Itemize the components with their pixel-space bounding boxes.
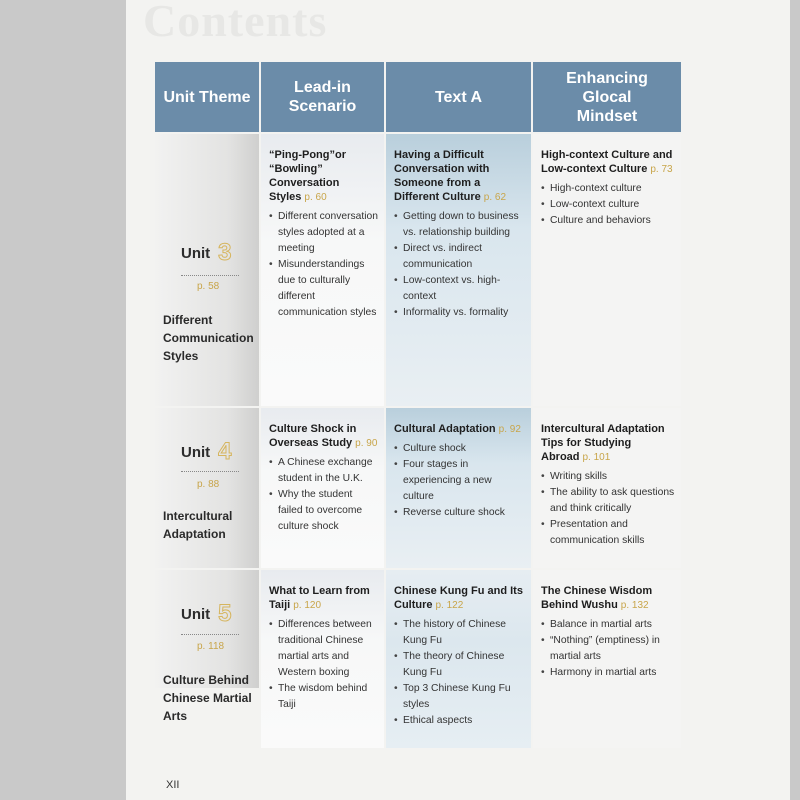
list-item: • Different conversation styles adopted at a meeting: [269, 209, 378, 257]
texta-title: Cultural Adaptation p. 92: [394, 423, 521, 435]
list-item: • Low-context culture: [541, 197, 675, 213]
unit-4-theme: Intercultural Adaptation: [163, 509, 233, 541]
header-text-a: Text A: [386, 62, 531, 132]
list-item: • Direct vs. indirect communication: [394, 241, 525, 273]
unit-5-glocal: [533, 570, 681, 748]
list-item: • A Chinese exchange student in the U.K.: [269, 455, 378, 487]
unit-5-theme: Culture Behind Chinese Martial Arts: [163, 673, 252, 723]
unit-3-page: p. 58: [197, 281, 220, 292]
list-item: • Culture shock: [394, 441, 525, 457]
background-title: Contents: [143, 0, 328, 46]
unit-3-glocal: [533, 134, 681, 406]
list-item: • Ethical aspects: [394, 713, 525, 729]
header-glocal: Enhancing Glocal Mindset: [533, 62, 681, 132]
list-item: • Low-context vs. high-context: [394, 273, 525, 305]
list-item: • Misunderstandings due to culturally different communication styles: [269, 257, 378, 321]
unit-4-leadin: [261, 408, 384, 568]
list-item: • Why the student failed to overcome culture shock: [269, 487, 378, 535]
list-item: • Getting down to business vs. relationship building: [394, 209, 525, 241]
header-unit-theme: Unit Theme: [155, 62, 259, 132]
divider: [181, 275, 239, 276]
unit-5-label: Unit 5: [181, 600, 232, 627]
leadin-title: What to Learn from Taiji p. 120: [269, 585, 370, 611]
list-item: • Balance in martial arts: [541, 617, 675, 633]
unit-5-leadin: [261, 570, 384, 748]
leadin-title: Culture Shock in Overseas Study p. 90: [269, 423, 378, 449]
page-number: XII: [166, 779, 180, 791]
unit-5-cell: [155, 570, 259, 723]
list-item: • Culture and behaviors: [541, 213, 675, 229]
list-item: • The theory of Chinese Kung Fu: [394, 649, 525, 681]
glocal-title: Intercultural Adaptation Tips for Studying Abroad p. 101: [541, 423, 665, 463]
list-item: • Harmony in martial arts: [541, 665, 675, 681]
unit-4-texta: [386, 408, 531, 568]
unit-3-cell: [155, 134, 259, 406]
list-item: • Top 3 Chinese Kung Fu styles: [394, 681, 525, 713]
divider: [181, 634, 239, 635]
unit-3-label: Unit 3: [181, 239, 232, 266]
list-item: • Informality vs. formality: [394, 305, 525, 321]
list-item: • Four stages in experiencing a new culture: [394, 457, 525, 505]
unit-4-label: Unit 4: [181, 438, 232, 465]
list-item: • The ability to ask questions and think critically: [541, 485, 675, 517]
unit-3-theme: Different Communication Styles: [163, 313, 254, 363]
contents-table: [155, 62, 681, 726]
list-item: • The wisdom behind Taiji: [269, 681, 378, 713]
texta-title: Having a Difficult Conversation with Someone from a Different Culture p. 62: [394, 149, 507, 203]
unit-4-cell: [155, 408, 259, 568]
list-item: • Presentation and communication skills: [541, 517, 675, 549]
divider: [181, 471, 239, 472]
list-item: • The history of Chinese Kung Fu: [394, 617, 525, 649]
unit-4-page: p. 88: [197, 479, 220, 490]
list-item: • Writing skills: [541, 469, 675, 485]
texta-title: Chinese Kung Fu and Its Culture p. 122: [394, 585, 523, 611]
leadin-title: “Ping-Pong”or “Bowling” Conversation Styles p. 60: [269, 149, 346, 203]
list-item: • “Nothing” (emptiness) in martial arts: [541, 633, 675, 665]
list-item: • Differences between traditional Chinese martial arts and Western boxing: [269, 617, 378, 681]
glocal-title: High-context Culture and Low-context Culture p. 73: [541, 149, 673, 175]
unit-3-leadin: [261, 134, 384, 406]
list-item: • Reverse culture shock: [394, 505, 525, 521]
unit-4-glocal: [533, 408, 681, 568]
list-item: • High-context culture: [541, 181, 675, 197]
glocal-title: The Chinese Wisdom Behind Wushu p. 132: [541, 585, 653, 611]
unit-5-page: p. 118: [197, 641, 225, 652]
header-lead-in: Lead-in Scenario: [261, 62, 384, 132]
unit-5-texta: [386, 570, 531, 748]
unit-3-texta: [386, 134, 531, 406]
